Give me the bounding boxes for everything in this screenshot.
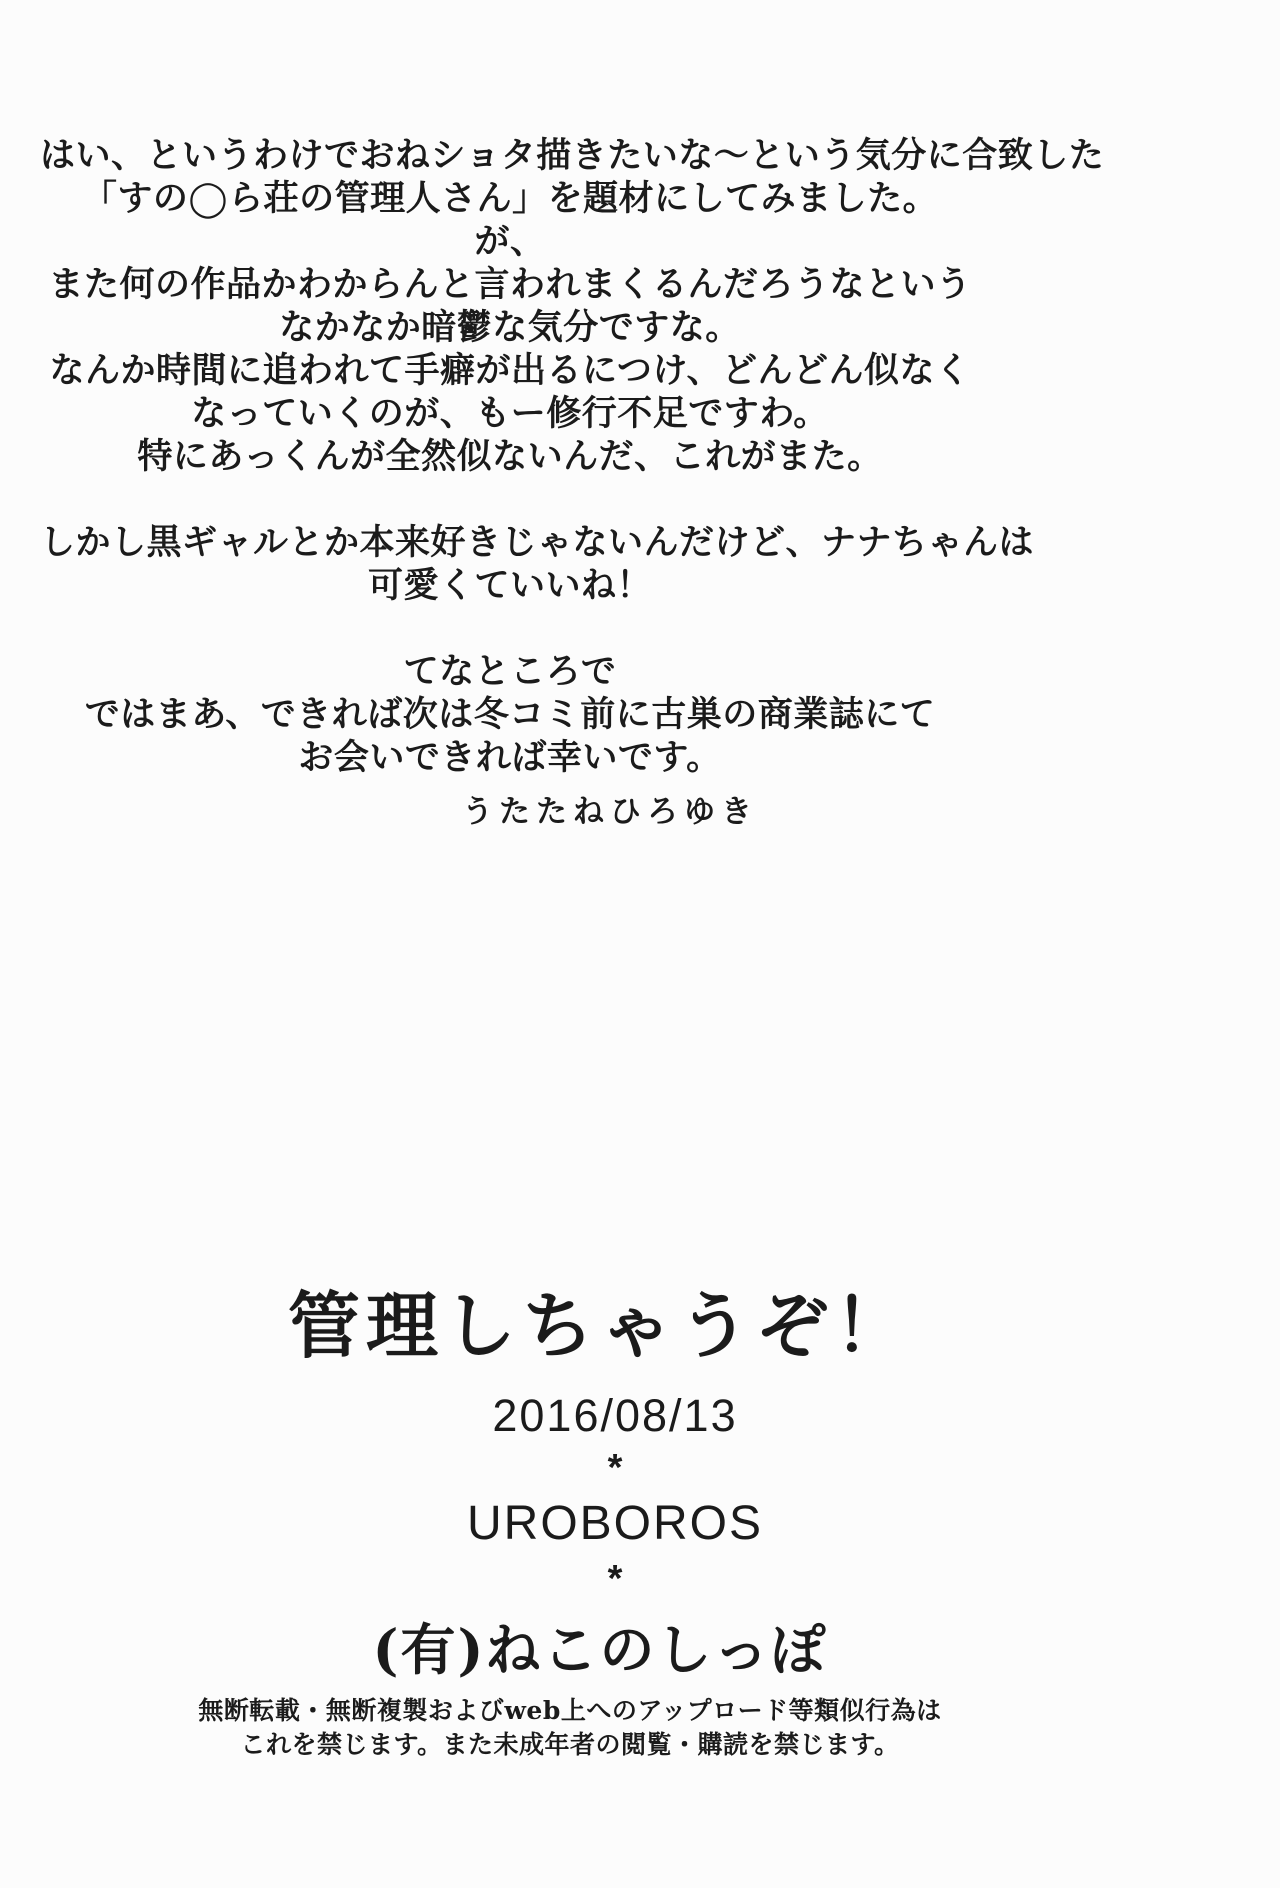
afterword-line: はい、というわけでおねショタ描きたいな～という気分に合致した bbox=[40, 135, 1105, 176]
afterword-blank-line bbox=[40, 478, 980, 521]
circle-name: UROBOROS bbox=[466, 1497, 764, 1550]
afterword-line: 「すの◯ら荘の管理人さん」を題材にしてみました。 bbox=[81, 178, 939, 219]
afterword-line: しかし黒ギャルとか本来好きじゃないんだけど、ナナちゃんは bbox=[40, 522, 1035, 563]
disclaimer-line: 無断転載・無断複製およびweb上へのアップロード等類似行為は bbox=[198, 1696, 942, 1725]
author-signature: うたたねひろゆき bbox=[462, 794, 758, 830]
copyright-disclaimer bbox=[0, 1694, 1140, 1762]
afterword-text-block bbox=[40, 134, 1105, 779]
afterword-line: ではまあ、できれば次は冬コミ前に古巣の商業誌にて bbox=[84, 694, 936, 735]
publisher-name: (有)ねこのしっぽ bbox=[372, 1617, 828, 1682]
afterword-line: 特にあっくんが全然似ないんだ、これがまた。 bbox=[137, 436, 883, 477]
afterword-line: なかなか暗鬱な気分ですな。 bbox=[279, 307, 741, 348]
afterword-line: お会いできれば幸いです。 bbox=[298, 737, 722, 778]
book-title: 管理しちゃうぞ！ bbox=[287, 1283, 912, 1368]
afterword-blank-line bbox=[40, 607, 980, 650]
disclaimer-line: これを禁じます。また未成年者の閲覧・購読を禁じます。 bbox=[240, 1730, 900, 1759]
separator-asterisk-top: * bbox=[607, 1447, 623, 1489]
afterword-line: なんか時間に追われて手癖が出るにつけ、どんどん似なく bbox=[49, 350, 971, 391]
afterword-line: 可愛くていいね！ bbox=[367, 565, 652, 606]
afterword-line: また何の作品かわからんと言われまくるんだろうなという bbox=[48, 264, 972, 305]
afterword-line: が、 bbox=[474, 221, 546, 262]
afterword-line: なっていくのが、もー修行不足ですわ。 bbox=[191, 393, 829, 434]
separator-asterisk-bottom: * bbox=[607, 1558, 623, 1600]
publication-date: 2016/08/13 bbox=[492, 1390, 738, 1441]
afterword-line: てなところで bbox=[403, 651, 617, 692]
